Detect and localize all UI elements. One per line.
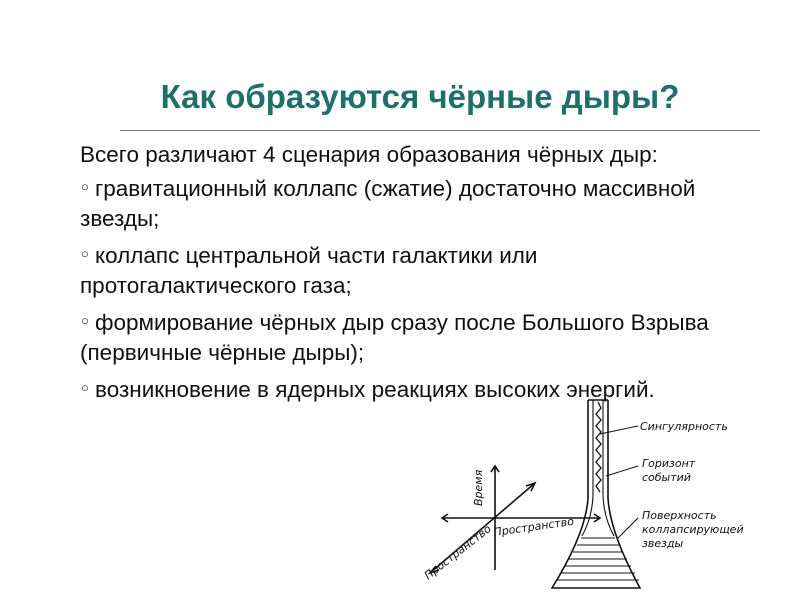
list-item bbox=[80, 308, 760, 368]
label-singularity: Сингулярность bbox=[640, 420, 728, 433]
axis-label-space-2: Пространство bbox=[421, 522, 494, 583]
circle-bullet-icon: ○ bbox=[81, 313, 89, 328]
label-surface-line-1: Поверхность bbox=[642, 509, 717, 522]
event-horizon-lines bbox=[582, 400, 614, 536]
list-item bbox=[80, 174, 760, 234]
intro-text: Всего различают 4 сценария образования чёрных дыр: bbox=[80, 142, 658, 167]
leader-lines bbox=[600, 426, 638, 538]
label-surface-line-3: звезды bbox=[642, 537, 684, 550]
slide-title: Как образуются чёрные дыры? bbox=[160, 78, 680, 115]
circle-bullet-icon: ○ bbox=[81, 246, 89, 261]
star-surface-bands bbox=[557, 538, 639, 580]
axis-label-time: Время bbox=[472, 469, 485, 506]
list-item-text: гравитационный коллапс (сжатие) достаточно массивной звезды; bbox=[80, 176, 696, 231]
list-item-text: формирование чёрных дыр сразу после Большого Взрыва (первичные чёрные дыры); bbox=[80, 310, 709, 365]
title-divider bbox=[120, 130, 760, 131]
list-item-text: коллапс центральной части галактики или протогалактического газа; bbox=[80, 243, 538, 298]
circle-bullet-icon: ○ bbox=[81, 179, 89, 194]
slide-content bbox=[80, 140, 760, 412]
label-surface-line-2: коллапсирующей bbox=[642, 523, 744, 536]
label-horizon-line-1: Горизонт bbox=[642, 457, 696, 470]
list-item bbox=[80, 241, 760, 301]
circle-bullet-icon: ○ bbox=[81, 380, 89, 395]
singularity-zigzag bbox=[596, 402, 601, 492]
axis-label-space-1: Пространство bbox=[492, 514, 575, 539]
label-horizon-line-2: событий bbox=[642, 471, 691, 484]
list-item-text: возникновение в ядерных реакциях высоких энергий. bbox=[95, 377, 655, 402]
black-hole-diagram bbox=[410, 388, 780, 600]
